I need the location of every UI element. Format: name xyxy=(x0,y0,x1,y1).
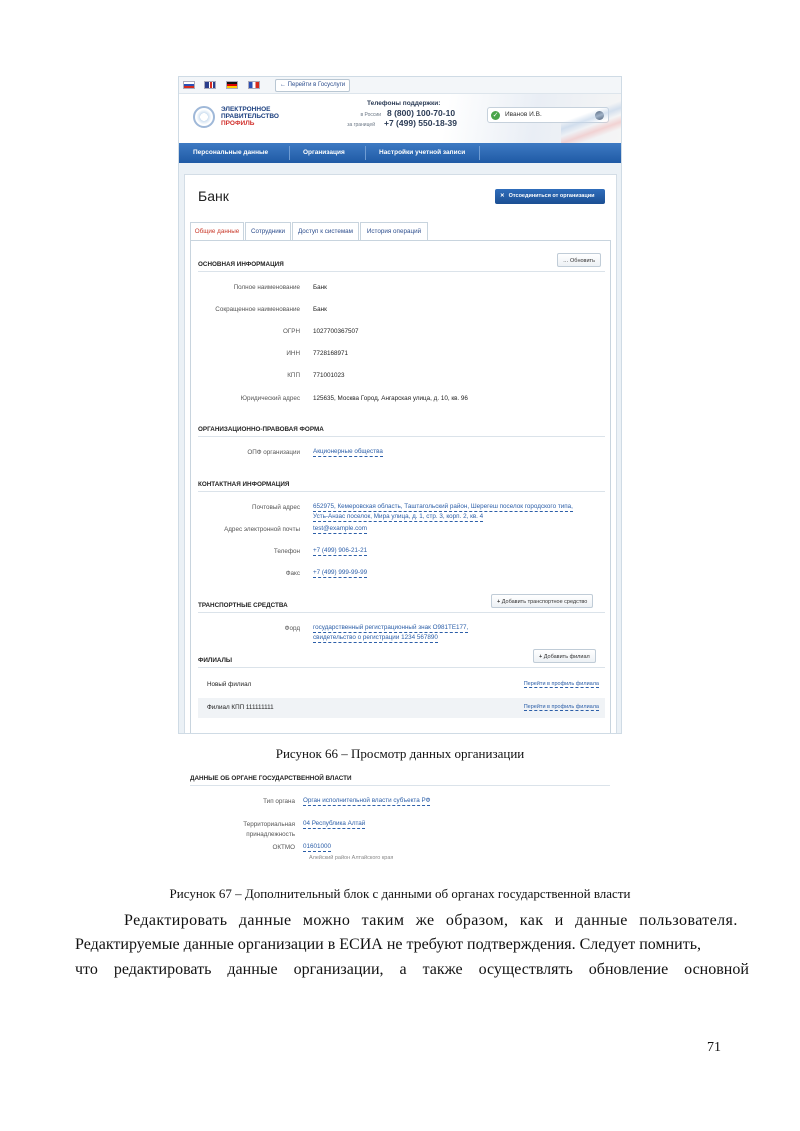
field-label: Сокращенное наименование xyxy=(215,306,300,313)
organization-card xyxy=(184,174,617,734)
plus-icon: + xyxy=(497,599,501,605)
refresh-label: Обновить xyxy=(570,258,595,264)
russian-flag-icon[interactable] xyxy=(183,81,195,89)
email-label: Адрес электронной почты xyxy=(224,526,300,533)
contacts-title: КОНТАКТНАЯ ИНФОРМАЦИЯ xyxy=(198,481,290,488)
divider xyxy=(198,667,605,668)
field-value: Банк xyxy=(313,306,327,313)
vehicle-label: Форд xyxy=(284,625,300,632)
opf-label: ОПФ организации xyxy=(247,449,300,456)
check-icon: ✓ xyxy=(492,112,499,119)
main-info-title: ОСНОВНАЯ ИНФОРМАЦИЯ xyxy=(198,261,284,268)
support-abroad-number: +7 (499) 550-18-39 xyxy=(384,118,458,128)
phone-link[interactable]: +7 (499) 906-21-21 xyxy=(313,547,368,554)
site-header xyxy=(179,94,621,143)
goto-gosuslugi-button[interactable]: ← Перейти в Госуслуги xyxy=(275,79,350,92)
english-flag-icon[interactable] xyxy=(204,81,216,89)
field-value: 7728168971 xyxy=(313,350,349,357)
screenshot-figure xyxy=(178,76,622,734)
support-russia-number: 8 (800) 100-70-10 xyxy=(387,108,456,118)
postal-label: Почтовый адрес xyxy=(252,504,300,511)
branch-row xyxy=(198,698,605,718)
field-label: ОГРН xyxy=(282,328,300,335)
add-vehicle-button[interactable] xyxy=(491,594,593,608)
plus-icon: + xyxy=(539,654,543,660)
support-title: Телефоны поддержки: xyxy=(367,100,441,107)
branch-profile-link[interactable]: Перейти в профиль филиала xyxy=(523,704,599,710)
tab-employees[interactable]: Сотрудники xyxy=(245,222,291,240)
figure-66-caption: Рисунок 66 – Просмотр данных организации xyxy=(275,746,525,761)
emblem-icon xyxy=(193,106,215,128)
nav-separator xyxy=(365,146,366,160)
field-label: Полное наименование xyxy=(233,284,300,291)
field-value: 125635, Москва Город, Ангарская улица, д. 10, кв. 96 xyxy=(313,395,468,402)
field-label: Юридический адрес xyxy=(240,395,300,402)
refresh-button[interactable]: … Обновить xyxy=(557,253,601,267)
vehicles-title: ТРАНСПОРТНЫЕ СРЕДСТВА xyxy=(198,602,288,609)
nav-account-settings[interactable]: Настройки учетной записи xyxy=(379,149,466,156)
french-flag-icon[interactable] xyxy=(248,81,260,89)
branch-profile-link[interactable]: Перейти в профиль филиала xyxy=(523,681,599,687)
paragraph-line: что редактировать данные организации, а также осуществлять обновление основной xyxy=(75,961,749,978)
territory-link[interactable]: 04 Республика Алтай xyxy=(303,820,366,827)
oktmo-hint: Алейский район Алтайского края xyxy=(309,855,394,861)
oktmo-label: ОКТМО xyxy=(272,844,295,851)
divider xyxy=(198,612,605,613)
language-bar xyxy=(179,77,621,94)
leave-organization-label: Отсоединиться от организации xyxy=(508,193,595,199)
branch-name: Филиал КПП 111111111 xyxy=(207,704,274,711)
divider xyxy=(198,491,605,492)
tab-general[interactable]: Общие данные xyxy=(190,222,244,241)
tab-operation-history[interactable]: История операций xyxy=(360,222,428,240)
field-value: Банк xyxy=(313,284,327,291)
user-name: Иванов И.В. xyxy=(505,111,542,118)
territory-label: Территориальная xyxy=(243,821,295,828)
divider xyxy=(190,785,610,786)
fax-label: Факс xyxy=(285,570,300,577)
add-branch-label: Добавить филиал xyxy=(543,654,590,660)
field-value: 1027700367507 xyxy=(313,328,359,335)
site-logo[interactable] xyxy=(221,106,279,127)
support-abroad-label: за границей xyxy=(347,122,375,128)
add-vehicle-label: Добавить транспортное средство xyxy=(501,599,588,605)
oktmo-link[interactable]: 01601000 xyxy=(303,843,332,850)
support-russia-label: в России xyxy=(360,112,381,118)
branches-title: ФИЛИАЛЫ xyxy=(198,657,233,664)
postal-address-link[interactable]: 652975, Кемеровская область, Таштагольский район, Шерегеш поселок городского типа, xyxy=(313,503,573,510)
gov-body-title: ДАННЫЕ ОБ ОРГАНЕ ГОСУДАРСТВЕННОЙ ВЛАСТИ xyxy=(190,775,352,782)
user-menu[interactable] xyxy=(487,107,609,123)
figure-67-caption: Рисунок 67 – Дополнительный блок с данными об органах государственной власти xyxy=(169,886,631,901)
vehicle-link-line2[interactable]: свидетельство о регистрации 1234 567890 xyxy=(313,634,438,641)
gov-type-link[interactable]: Орган исполнительной власти субъекта РФ xyxy=(303,797,431,804)
field-label: КПП xyxy=(287,372,300,379)
logo-line-1: ЭЛЕКТРОННОЕ xyxy=(221,106,271,113)
paragraph-line: Редактировать данные можно таким же образом, как и данные пользователя. xyxy=(124,912,738,929)
paragraph-line: Редактируемые данные организации в ЕСИА не требуют подтверждения. Следует помнить, xyxy=(75,936,701,953)
fax-link[interactable]: +7 (499) 999-99-99 xyxy=(313,569,368,576)
vehicle-link[interactable]: государственный регистрационный знак О981ТЕ177, xyxy=(313,624,469,631)
gov-body-figure xyxy=(183,770,613,868)
field-label: ИНН xyxy=(286,350,300,357)
nav-organization[interactable]: Организация xyxy=(303,149,345,156)
divider xyxy=(198,436,605,437)
logo-line-2: ПРАВИТЕЛЬСТВО xyxy=(221,113,279,120)
branch-name: Новый филиал xyxy=(207,681,252,688)
tab-system-access[interactable]: Доступ к системам xyxy=(292,222,359,240)
nav-separator xyxy=(289,146,290,160)
territory-label-line2: принадлежность xyxy=(246,831,295,838)
phone-label: Телефон xyxy=(273,548,300,555)
nav-separator xyxy=(479,146,480,160)
close-icon: ✕ xyxy=(500,193,505,199)
field-value: 771001023 xyxy=(313,372,345,379)
leave-organization-button[interactable] xyxy=(495,189,605,204)
nav-personal-data[interactable]: Персональные данные xyxy=(193,149,269,156)
page-number: 71 xyxy=(707,1040,721,1055)
opf-link[interactable]: Акционерные общества xyxy=(313,448,383,455)
page-title: Банк xyxy=(198,188,229,204)
gov-type-label: Тип органа xyxy=(263,798,295,805)
logout-icon[interactable] xyxy=(595,111,604,120)
add-branch-button[interactable] xyxy=(533,649,596,663)
postal-address-link-line2[interactable]: Усть-Анзас поселок, Мира улица, д. 1, стр. 3, корп. 2, кв. 4 xyxy=(313,513,484,520)
german-flag-icon[interactable] xyxy=(226,81,238,89)
legal-form-title: ОРГАНИЗАЦИОННО-ПРАВОВАЯ ФОРМА xyxy=(198,426,324,433)
main-nav xyxy=(179,143,621,163)
logo-line-3: ПРОФИЛЬ xyxy=(221,120,255,127)
branch-row xyxy=(198,675,605,695)
divider xyxy=(198,271,605,272)
email-link[interactable]: test@example.com xyxy=(313,525,367,532)
